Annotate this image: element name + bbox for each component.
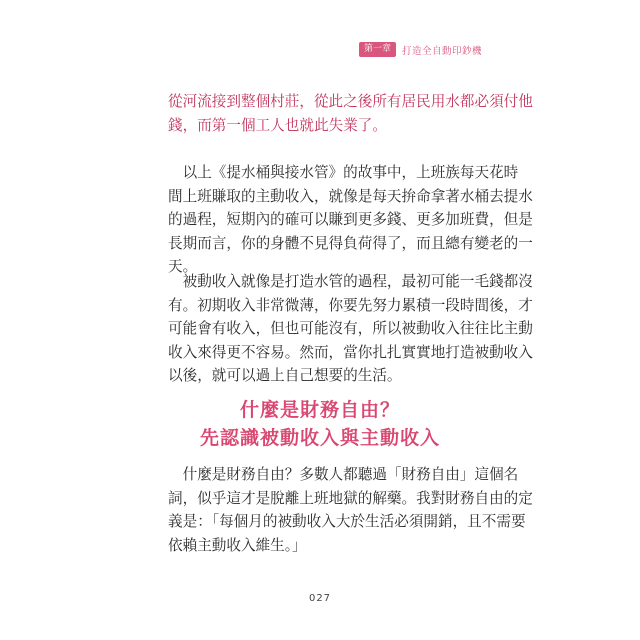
paragraph-line: 以後，就可以過上自己想要的生活。	[168, 367, 402, 384]
paragraph-line: 以上《提水桶與接水管》的故事中，上班族每天花時	[182, 164, 519, 181]
paragraph-line: 義是：「每個月的被動收入大於生活必須開銷，且不需要	[168, 513, 526, 530]
page-number: 027	[308, 593, 332, 604]
running-header	[359, 42, 482, 57]
paragraph-line: 什麼是財務自由？多數人都聽過「財務自由」這個名	[182, 466, 519, 483]
paragraph-line: 詞，似乎這才是脫離上班地獄的解藥。我對財務自由的定	[168, 489, 533, 507]
section-heading-line: 先認識被動收入與主動收入	[199, 427, 440, 449]
section-heading	[160, 396, 480, 452]
body-paragraph-2	[168, 270, 533, 388]
paragraph-line: 依賴主動收入維生。」	[168, 536, 307, 554]
paragraph-line: 被動收入就像是打造水管的過程，最初可能一毛錢都沒	[182, 273, 533, 290]
body-paragraph-1	[168, 161, 533, 279]
paragraph-line: 可能會有收入，但也可能沒有，所以被動收入往往比主動	[168, 320, 533, 337]
paragraph-line: 有。初期收入非常微薄，你要先努力累積一段時間後，才	[168, 296, 533, 314]
section-heading-line: 什麼是財務自由？	[239, 399, 400, 421]
quote-paragraph	[168, 90, 533, 137]
body-paragraph-3	[168, 463, 533, 557]
quote-line: 從河流接到整個村莊，從此之後所有居民用水都必須付他	[168, 93, 533, 110]
chapter-title: 打造全自動印鈔機	[401, 45, 482, 57]
paragraph-line: 收入來得更不容易。然而，當你扎扎實實地打造被動收入	[168, 343, 533, 361]
chapter-badge: 第一章	[359, 42, 396, 57]
paragraph-line: 間上班賺取的主動收入，就像是每天拚命拿著水桶去提水	[168, 187, 533, 205]
paragraph-line: 的過程，短期內的確可以賺到更多錢、更多加班費，但是	[168, 211, 533, 228]
quote-line: 錢，而第一個工人也就此失業了。	[168, 116, 387, 134]
paragraph-line: 天。	[168, 258, 198, 275]
paragraph-line: 長期而言，你的身體不見得負荷得了，而且總有變老的一	[168, 234, 533, 252]
